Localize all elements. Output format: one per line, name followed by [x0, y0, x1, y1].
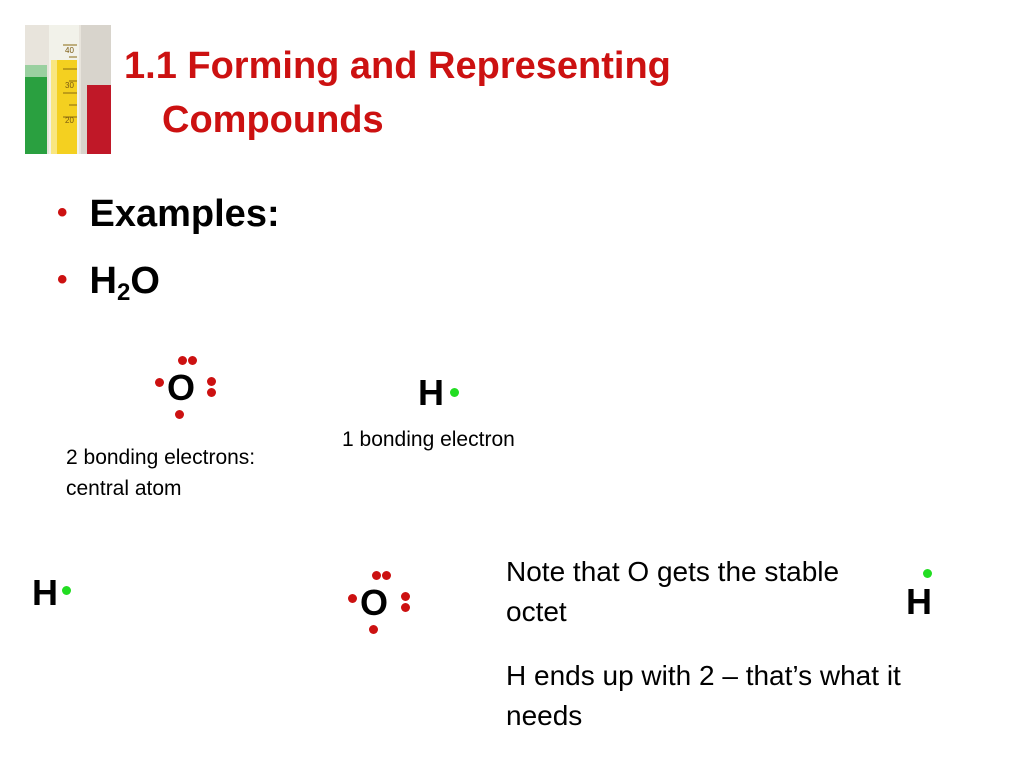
- svg-text:20: 20: [65, 116, 74, 125]
- note-hydrogen: [506, 656, 1006, 736]
- electron-dot: [369, 625, 378, 634]
- hydrogen-lewis-top: [418, 372, 468, 417]
- oxygen-caption-line-1: 2 bonding electrons:: [66, 446, 256, 469]
- electron-dot: [175, 410, 184, 419]
- bullet-formula: [57, 260, 160, 306]
- note-octet: [506, 552, 926, 632]
- bullet-examples: [57, 193, 280, 236]
- electron-dot: [207, 377, 216, 386]
- electron-dot: [401, 603, 410, 612]
- formula-subscript: 2: [116, 279, 131, 306]
- hydrogen-lewis-right: [905, 563, 955, 623]
- formula-tail: O: [130, 260, 160, 302]
- note-octet-line-2: octet: [506, 596, 567, 627]
- svg-text:30: 30: [65, 81, 74, 90]
- oxygen-caption-line-2: central atom: [66, 477, 182, 500]
- hydrogen-symbol: H: [32, 572, 58, 613]
- oxygen-symbol: O: [360, 582, 389, 623]
- electron-dot: [155, 378, 164, 387]
- electron-dot: [450, 388, 459, 397]
- electron-dot: [188, 356, 197, 365]
- note-hydrogen-line-1: H ends up with 2 – that’s what it: [506, 660, 901, 691]
- electron-dot: [382, 571, 391, 580]
- note-hydrogen-line-2: needs: [506, 700, 583, 731]
- oxygen-symbol: O: [167, 367, 196, 408]
- electron-dot: [348, 594, 357, 603]
- formula-main: H: [89, 260, 117, 302]
- svg-text:40: 40: [65, 46, 74, 55]
- electron-dot: [372, 571, 381, 580]
- note-octet-line-1: Note that O gets the stable: [506, 556, 840, 587]
- bullet-dot-icon: •: [57, 196, 68, 229]
- electron-dot: [207, 388, 216, 397]
- electron-dot: [178, 356, 187, 365]
- electron-dot: [923, 569, 932, 578]
- hydrogen-caption: 1 bonding electron: [342, 428, 515, 451]
- slide-title-line-1: 1.1 Forming and Representing: [124, 45, 671, 87]
- electron-dot: [62, 586, 71, 595]
- hydrogen-symbol: H: [906, 581, 932, 622]
- slide-title-line-2: Compounds: [162, 99, 384, 141]
- hydrogen-lewis-left: [32, 572, 82, 617]
- bullet-dot-icon: •: [57, 263, 68, 296]
- electron-dot: [401, 592, 410, 601]
- oxygen-lewis-bottom: [343, 566, 423, 641]
- hydrogen-symbol: H: [418, 372, 444, 413]
- oxygen-lewis-top: [150, 350, 230, 430]
- graduated-cylinder-logo: [25, 25, 111, 154]
- bullet-examples-text: Examples:: [89, 193, 280, 235]
